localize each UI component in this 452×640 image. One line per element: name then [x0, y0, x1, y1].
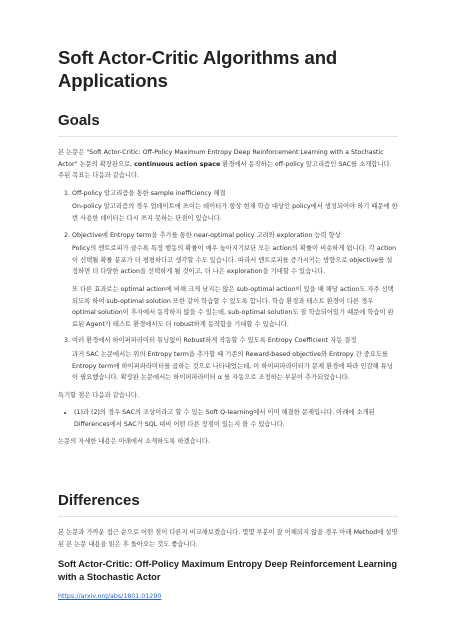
- goal-item: [72, 230, 398, 331]
- goal-item-title: 2. Objective에 Entropy term을 추가를 통한 near-optimal policy 고려와 exploration 능력 향상: [72, 231, 341, 239]
- goal-item-paragraph: 과거 SAC 논문에서는 위의 Entropy term을 추가할 때 기존의 Reward-based objective와 Entropy 간 중요도를 Entropy term에 하이퍼파라미터를 곱하는 것으로 나타내었는데, 이 하이퍼파라미터가 문제 환경에 따라 민감해 튜닝이 필요했습니다. 확장판 논문에서는 하이퍼파라미터 α 를 자동으로 조정하는 부분이 추가되었습니다.: [72, 350, 393, 382]
- goals-intro-end: 환경에서 동작하는 off-policy 알고리즘인 SAC를 소개합니다. 주된 목표는 다음과 같습니다.: [58, 160, 392, 180]
- goals-summary: 특기할 점은 다음과 같습니다.: [58, 391, 139, 399]
- goals-list: [58, 188, 398, 384]
- goal-item-paragraph: Policy의 엔트로피가 클수록 특정 행동의 확률이 매우 높아지기보단 모든 action의 확률이 비슷하게 됩니다. 각 action이 선택될 확률 분포가 더 평평하다고 생각할 수도 있습니다. 따라서 엔트로피를 증가시키는 방향으로 objective를 설정하면 더 다양한 action을 선택하게 될 것이고, 더 나은 exploration을 기대할 수 있습니다.: [72, 245, 397, 276]
- goal-item-title: 3. 여러 환경에서 하이퍼파라미터 튜닝없이 Robust하게 작동할 수 있도록 Entropy Coefficient 자동 결정: [72, 337, 357, 345]
- goal-item: [72, 188, 398, 225]
- differences-intro: 본 논문과 가까운 접근 순으로 어떤 점이 다른지 비교해보겠습니다. 몇몇 부분이 잘 이해되지 않을 경우 아래 Method에 설명된 본 논문 내용을 읽은 후 돌아오는 것도 좋습니다.: [58, 529, 398, 548]
- goal-item-paragraph: On-policy 알고리즘의 경우 업데이트에 쓰이는 데이터가 항상 현재 학습 대상인 policy에서 생성되어야 하기 때문에 한번 사용한 데이터는 다시 쓰지 못하는 단점이 있습니다.: [72, 203, 398, 222]
- goal-item: [72, 335, 398, 383]
- goal-item-paragraph: 또 다른 효과로는 optimal action에 비해 크게 낮지는 않은 sub-optimal action이 있을 때 해당 action도 자주 선택되도록 하여 sub-optimal solution 또한 같이 학습할 수 있도록 합니다. 학습 환경과 테스트 환경이 다른 경우 optimal solution이 후자에서 동작하지 않을 수 있는데, sub-optimal solution도 잘 학습되어있기 때문에 학습이 완료된 Agent가 테스트 환경에서도 더 robust하게 동작함을 기대할 수 있습니다.: [72, 285, 394, 328]
- note-bullet: • (1)과 (2)의 경우 SAC의 조상이라고 할 수 있는 Soft Q-learning에서 이미 해결한 문제입니다. 아래에 소개된 Differences에서 SAC가 SQL 대비 어떤 다른 장점이 있는지 볼 수 있습니다.: [74, 407, 398, 430]
- paper-title: Soft Actor-Critic: Off-Policy Maximum Entropy Deep Reinforcement Learning with a Stochastic Actor: [58, 559, 398, 582]
- goals-intro: [58, 147, 398, 182]
- goals-intro-bold: continuous action space: [134, 160, 221, 168]
- notes-list: [58, 407, 398, 430]
- differences-heading: Differences: [58, 492, 398, 517]
- goals-intro-start: 본 논문은 "Soft Actor-Critic: Off-Policy Maximum Entropy Deep Reinforcement Learning with a Stochastic Actor" 논문의 확장판으로,: [58, 149, 384, 168]
- goals-heading: Goals: [58, 112, 398, 137]
- document-title: Soft Actor-Critic Algorithms and Applications: [58, 47, 338, 91]
- goal-item-title: 1. Off-policy 알고리즘을 통한 sample inefficiency 해결: [72, 189, 226, 197]
- paper-link[interactable]: https://arxiv.org/abs/1801.01290: [58, 593, 162, 601]
- goals-closing: 논문의 자세한 내용은 아래에서 소개하도록 하겠습니다.: [58, 438, 210, 446]
